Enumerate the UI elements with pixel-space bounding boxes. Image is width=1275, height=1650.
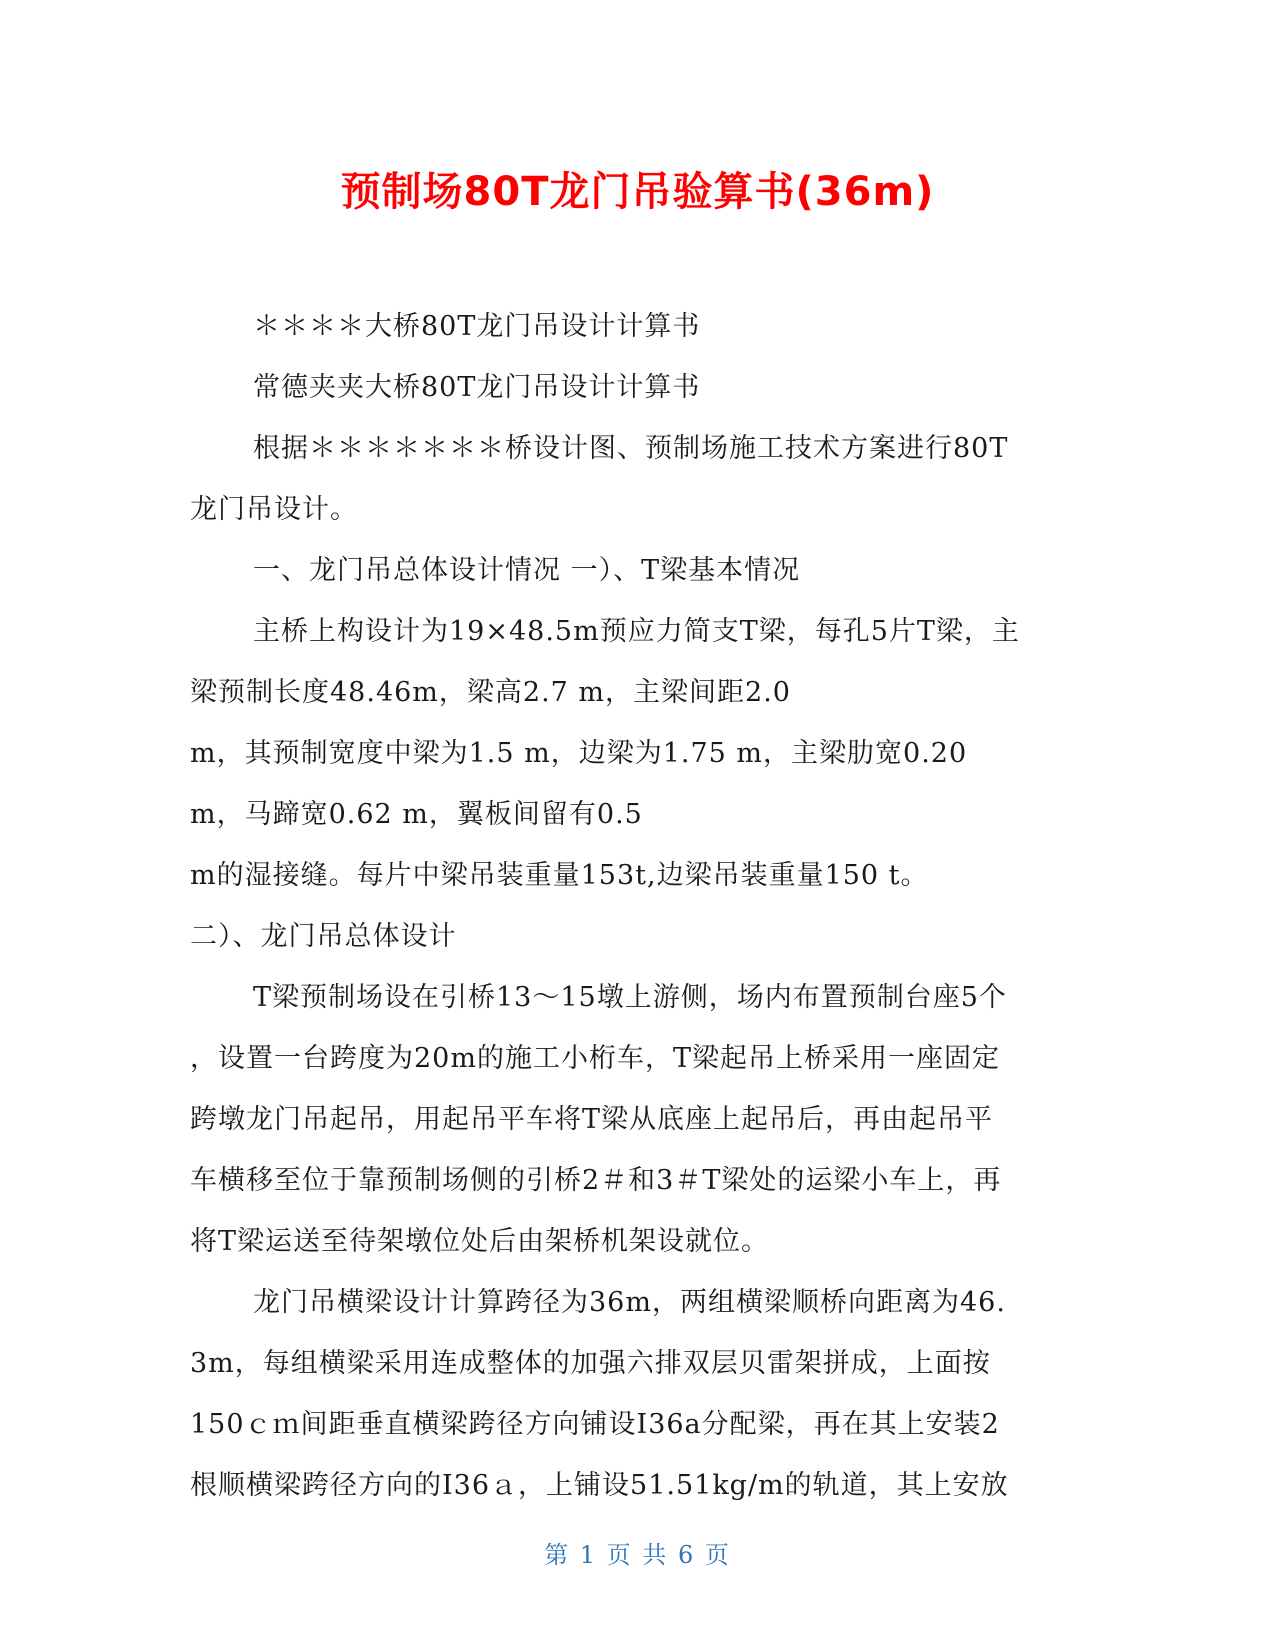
paragraph-line: m的湿接缝。每片中梁吊装重量153t,边梁吊装重量150 t。 [190,860,929,891]
paragraph-line: m，马蹄宽0.62 m，翼板间留有0.5 [190,799,643,830]
paragraph-line: 150ｃｍ间距垂直横梁跨径方向铺设I36a分配梁，再在其上安装2 [190,1409,1000,1440]
paragraph-line: 常德夹夹大桥80T龙门吊设计计算书 [253,372,701,403]
paragraph-line: ，设置一台跨度为20m的施工小桁车，T梁起吊上桥采用一座固定 [190,1043,1000,1074]
paragraph-line: ＊＊＊＊大桥80T龙门吊设计计算书 [253,311,701,342]
paragraph-line: T梁预制场设在引桥13～15墩上游侧，场内布置预制台座5个 [253,982,1007,1013]
page-title: 预制场80T龙门吊验算书(36m) [340,169,935,215]
paragraph-line: 根据＊＊＊＊＊＊＊桥设计图、预制场施工技术方案进行80T [253,433,1009,464]
section-heading: 二）、龙门吊总体设计 [190,921,457,952]
paragraph-line: 将T梁运送至待架墩位处后由架桥机架设就位。 [190,1226,770,1257]
paragraph-line: 跨墩龙门吊起吊，用起吊平车将T梁从底座上起吊后，再由起吊平 [190,1104,994,1135]
paragraph-line: m，其预制宽度中梁为1.5 m，边梁为1.75 m，主梁肋宽0.20 [190,738,968,769]
paragraph-line: 梁预制长度48.46m，梁高2.7 m，主梁间距2.0 [190,677,791,708]
paragraph-line: 3m，每组横梁采用连成整体的加强六排双层贝雷架拼成，上面按 [190,1348,991,1379]
paragraph-line: 龙门吊设计。 [190,494,358,525]
page-footer: 第 1 页 共 6 页 [544,1541,731,1569]
document-body [190,296,1090,1516]
section-heading: 一、龙门吊总体设计情况 一）、T梁基本情况 [253,555,801,586]
paragraph-line: 车横移至位于靠预制场侧的引桥2＃和3＃T梁处的运梁小车上，再 [190,1165,1002,1196]
paragraph-line: 龙门吊横梁设计计算跨径为36m，两组横梁顺桥向距离为46. [253,1287,1006,1318]
paragraph-line: 主桥上构设计为19×48.5m预应力简支T梁，每孔5片T梁，主 [253,616,1020,647]
paragraph-line: 根顺横梁跨径方向的I36ａ，上铺设51.51kg/m的轨道，其上安放 [190,1470,1009,1501]
